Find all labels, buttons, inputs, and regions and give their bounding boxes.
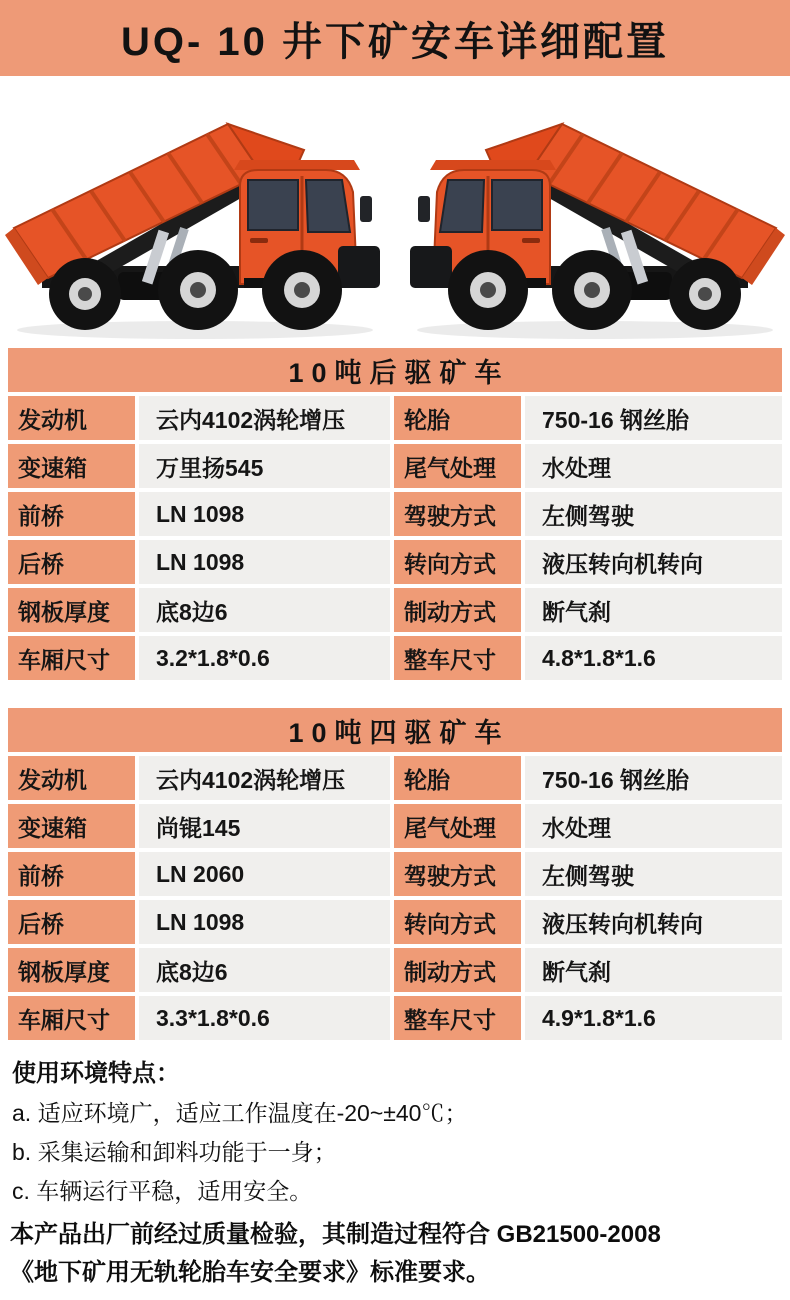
spec-label: 车厢尺寸 [8, 636, 135, 680]
truck-photo-left [0, 80, 395, 345]
spec-value: 底8边6 [139, 948, 390, 992]
spec-value: 液压转向机转向 [525, 540, 782, 584]
spec-label: 整车尺寸 [394, 636, 521, 680]
usage-features [0, 1040, 790, 1211]
spec-label: 制动方式 [394, 588, 521, 632]
spec-value: LN 1098 [139, 540, 390, 584]
spec-value: 750-16 钢丝胎 [525, 396, 782, 440]
spec-label: 钢板厚度 [8, 948, 135, 992]
spec-label: 驾驶方式 [394, 492, 521, 536]
truck-images [0, 76, 790, 348]
spec-value: 4.8*1.8*1.6 [525, 636, 782, 680]
spec-label: 钢板厚度 [8, 588, 135, 632]
spec-label: 驾驶方式 [394, 852, 521, 896]
spec-value: 左侧驾驶 [525, 852, 782, 896]
spec-label: 后桥 [8, 540, 135, 584]
spec-label: 制动方式 [394, 948, 521, 992]
feature-item-c: c. 车辆运行平稳，适用安全。 [12, 1178, 313, 1204]
spec-value: 液压转向机转向 [525, 900, 782, 944]
spec-label: 前桥 [8, 852, 135, 896]
spec-value: LN 1098 [139, 900, 390, 944]
spec-label: 后桥 [8, 900, 135, 944]
features-heading: 使用环境特点： [12, 1060, 180, 1087]
spec-value: 断气刹 [525, 588, 782, 632]
spec-label: 变速箱 [8, 444, 135, 488]
spec-value: 万里扬545 [139, 444, 390, 488]
feature-item-b: b. 采集运输和卸料功能于一身； [12, 1139, 337, 1165]
spec-label: 前桥 [8, 492, 135, 536]
spec-value: 水处理 [525, 444, 782, 488]
spec-value: 水处理 [525, 804, 782, 848]
spec-value: 3.3*1.8*0.6 [139, 996, 390, 1040]
spec-value: 断气刹 [525, 948, 782, 992]
truck-photo-right [395, 80, 790, 345]
spec-value: 云内4102涡轮增压 [139, 396, 390, 440]
spec-label: 转向方式 [394, 540, 521, 584]
spec-table-four-drive [8, 708, 782, 1040]
page-title: UQ- 10 井下矿安车详细配置 [120, 19, 670, 64]
spec-value: 左侧驾驶 [525, 492, 782, 536]
spec-label: 发动机 [8, 756, 135, 800]
spec-label: 尾气处理 [394, 804, 521, 848]
spec-value: 尚锟145 [139, 804, 390, 848]
certification-line-1: 本产品出厂前经过质量检验，其制造过程符合 GB21500-2008 [10, 1221, 661, 1248]
spec-label: 转向方式 [394, 900, 521, 944]
page-title-banner [0, 0, 790, 76]
spec-label: 变速箱 [8, 804, 135, 848]
spec-label: 发动机 [8, 396, 135, 440]
spec-value: 云内4102涡轮增压 [139, 756, 390, 800]
table-title-four-drive: 10吨四驱矿车 [8, 708, 782, 752]
spec-label: 车厢尺寸 [8, 996, 135, 1040]
spec-value: LN 2060 [139, 852, 390, 896]
spec-label: 尾气处理 [394, 444, 521, 488]
certification-note [0, 1211, 790, 1292]
spec-value: LN 1098 [139, 492, 390, 536]
spec-grid [8, 396, 782, 680]
spec-table-rear-drive [8, 348, 782, 680]
spec-grid [8, 756, 782, 1040]
spec-value: 底8边6 [139, 588, 390, 632]
spec-label: 整车尺寸 [394, 996, 521, 1040]
spec-value: 750-16 钢丝胎 [525, 756, 782, 800]
certification-line-2: 《地下矿用无轨轮胎车安全要求》标准要求。 [10, 1259, 490, 1286]
feature-item-a: a. 适应环境广，适应工作温度在-20~±40℃； [12, 1100, 468, 1126]
table-title-rear-drive: 10吨后驱矿车 [8, 348, 782, 392]
spec-label: 轮胎 [394, 756, 521, 800]
spec-label: 轮胎 [394, 396, 521, 440]
spec-value: 4.9*1.8*1.6 [525, 996, 782, 1040]
spec-value: 3.2*1.8*0.6 [139, 636, 390, 680]
